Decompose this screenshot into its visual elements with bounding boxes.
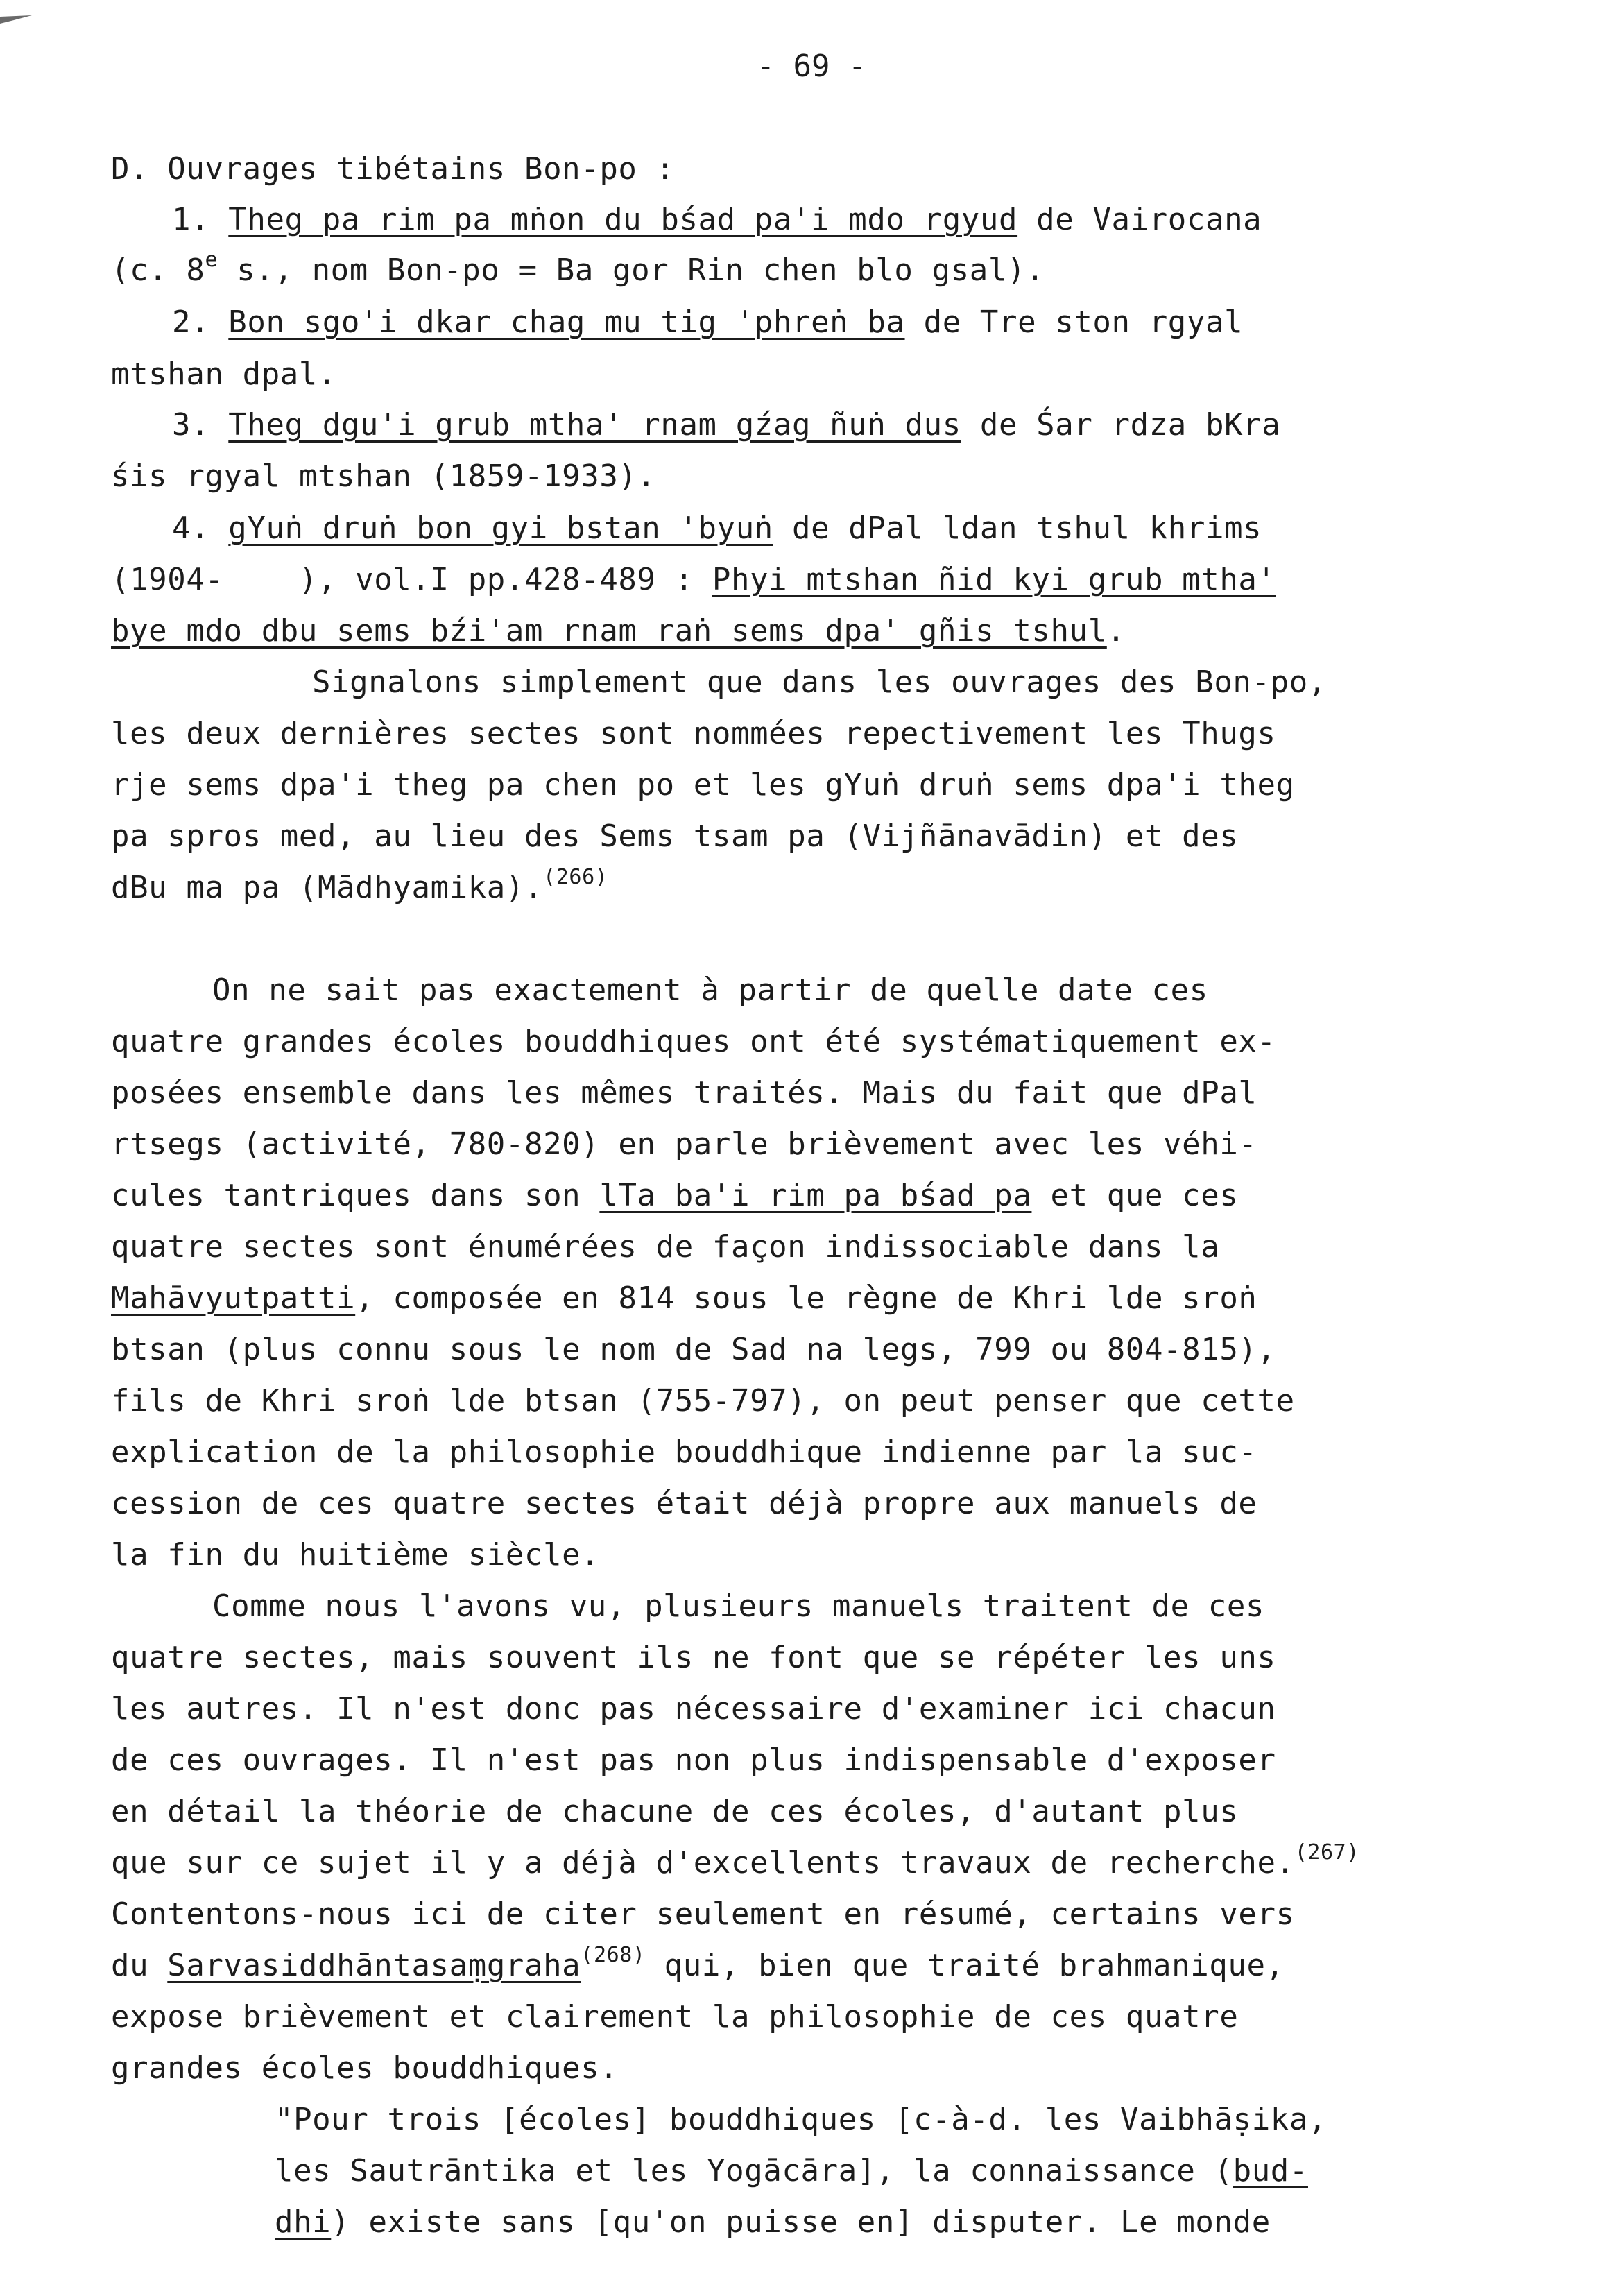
text-line (111, 865, 608, 905)
text-line (111, 1896, 1295, 1932)
underlined-title: Phyi mtshan ñid kyi grub mtha' (712, 562, 1276, 597)
text-segment: Comme nous l'avons vu, plusieurs manuels traitent de ces (212, 1588, 1265, 1624)
text-line (111, 1126, 1257, 1162)
text-line (111, 1434, 1257, 1470)
text-segment: dBu ma pa (Mādhyamika). (111, 870, 544, 905)
text-line (111, 248, 1045, 288)
text-line (111, 1178, 1239, 1213)
scan-corner-mark (0, 15, 32, 24)
text-segment: (c. 8 (111, 252, 205, 288)
text-segment: btsan (plus connu sous le nom de Sad na legs, 799 ou 804-815), (111, 1332, 1276, 1367)
text-segment: D. Ouvrages tibétains Bon-po : (111, 151, 675, 187)
text-segment: les deux dernières sectes sont nommées repectivement les Thugs (111, 716, 1276, 751)
text-line (275, 2204, 1271, 2240)
text-segment: les Sautrāntika et les Yogācāra], la connaissance ( (275, 2153, 1233, 2188)
underlined-title: dhi (275, 2204, 332, 2240)
text-segment: de Śar rdza bKra (961, 407, 1281, 443)
underlined-title: Theg pa rim pa mṅon du bśad pa'i mdo rgyud (228, 202, 1018, 237)
footnote-ref: (268) (581, 1943, 646, 1967)
text-line (111, 2050, 619, 2086)
text-segment: ) existe sans [qu'on puisse en] disputer. Le monde (331, 2204, 1271, 2240)
footnote-ref: (267) (1294, 1840, 1359, 1865)
text-segment: pa spros med, au lieu des Sems tsam pa (Vijñānavādin) et des (111, 819, 1239, 854)
text-segment: Contentons-nous ici de citer seulement en résumé, certains vers (111, 1896, 1295, 1932)
text-line (172, 307, 1243, 338)
text-segment: rje sems dpa'i theg pa chen po et les gYuṅ druṅ sems dpa'i theg (111, 767, 1295, 803)
text-segment: (1904- ), vol.I pp.428-489 : (111, 562, 712, 597)
text-line (111, 821, 1238, 852)
text-line (111, 1794, 1239, 1829)
text-line (111, 461, 656, 492)
text-segment: cules tantriques dans son (111, 1178, 600, 1213)
text-segment: qui, bien que traité brahmanique, (645, 1948, 1285, 1983)
text-segment: en détail la théorie de chacune de ces écoles, d'autant plus (111, 1794, 1239, 1829)
text-segment: śis rgyal mtshan (1859-1933). (111, 459, 656, 494)
text-segment: expose brièvement et clairement la philosophie de ces quatre (111, 1999, 1239, 2034)
text-segment: de Vairocana (1017, 202, 1262, 237)
text-segment: et que ces (1031, 1178, 1239, 1213)
text-line (111, 1943, 1285, 1983)
text-line (111, 767, 1295, 803)
text-segment: quatre sectes, mais souvent ils ne font que se répéter les uns (111, 1640, 1276, 1675)
text-segment: 4. (172, 511, 229, 546)
text-segment: 1. (172, 202, 229, 237)
text-segment: mtshan dpal. (111, 357, 337, 392)
underlined-title: bud- (1233, 2153, 1308, 2188)
text-segment: de dPal ldan tshul khrims (773, 511, 1262, 546)
text-line (111, 1537, 600, 1573)
text-segment: explication de la philosophie bouddhique indienne par la suc- (111, 1434, 1257, 1470)
text-segment: fils de Khri sroṅ lde btsan (755-797), on peut penser que cette (111, 1383, 1295, 1419)
text-segment: , composée en 814 sous le règne de Khri lde sroṅ (355, 1280, 1257, 1316)
text-line (111, 716, 1276, 751)
text-line (111, 1742, 1276, 1778)
text-line (111, 1486, 1257, 1521)
footnote-ref: e (205, 248, 218, 272)
text-line (111, 1840, 1359, 1881)
text-segment: les autres. Il n'est donc pas nécessaire d'examiner ici chacun (111, 1691, 1276, 1727)
text-segment: posées ensemble dans les mêmes traités. Mais du fait que dPal (111, 1075, 1257, 1111)
text-segment: grandes écoles bouddhiques. (111, 2050, 619, 2086)
text-line (111, 1383, 1295, 1419)
page-number: - 69 - (756, 49, 867, 84)
text-line (212, 975, 1208, 1006)
text-line (312, 667, 1327, 698)
underlined-title: Mahāvyutpatti (111, 1280, 356, 1316)
text-line (111, 1999, 1239, 2034)
underlined-title: lTa ba'i rim pa bśad pa (599, 1178, 1032, 1213)
text-segment: "Pour trois [écoles] bouddhiques [c-à-d. les Vaibhāṣika, (275, 2102, 1328, 2137)
underlined-title: bye mdo dbu sems bźi'am rnam raṅ sems dpa' gñis tshul (111, 613, 1107, 649)
text-segment: . (1106, 613, 1126, 649)
text-segment: quatre sectes sont énumérées de façon indissociable dans la (111, 1229, 1220, 1265)
text-line (111, 1229, 1220, 1265)
text-line (111, 359, 336, 390)
text-segment: s., nom Bon-po = Ba gor Rin chen blo gsal). (218, 252, 1045, 288)
text-line (111, 1691, 1276, 1727)
underlined-title: gYuṅ druṅ bon gyi bstan 'byuṅ (228, 511, 773, 546)
text-segment: Signalons simplement que dans les ouvrages des Bon-po, (312, 665, 1327, 700)
text-segment: rtsegs (activité, 780-820) en parle brièvement avec les véhi- (111, 1126, 1257, 1162)
text-segment: que sur ce sujet il y a déjà d'excellents travaux de recherche. (111, 1845, 1295, 1881)
text-line (111, 1640, 1276, 1675)
text-line (111, 562, 1276, 597)
text-segment: 2. (172, 305, 229, 340)
text-line (172, 202, 1262, 237)
underlined-title: Theg dgu'i grub mtha' rnam gźag ñuṅ dus (228, 407, 961, 443)
text-segment: de ces ouvrages. Il n'est pas non plus indispensable d'exposer (111, 1742, 1276, 1778)
text-line (172, 407, 1281, 443)
text-segment: quatre grandes écoles bouddhiques ont été systématiquement ex- (111, 1024, 1276, 1059)
text-segment: cession de ces quatre sectes était déjà propre aux manuels de (111, 1486, 1257, 1521)
text-line (111, 1332, 1276, 1367)
text-line (111, 1075, 1257, 1111)
text-segment: On ne sait pas exactement à partir de quelle date ces (212, 973, 1208, 1008)
text-segment: la fin du huitième siècle. (111, 1537, 600, 1573)
text-line (111, 1024, 1276, 1059)
text-line (212, 1588, 1265, 1624)
text-line (111, 1280, 1257, 1316)
text-line (275, 2153, 1308, 2188)
text-segment: du (111, 1948, 168, 1983)
underlined-title: Sarvasiddhāntasaṃgraha (167, 1948, 581, 1983)
text-line (111, 151, 675, 187)
text-line (172, 513, 1262, 544)
text-segment: de Tre ston rgyal (904, 305, 1244, 340)
text-segment: 3. (172, 407, 229, 443)
text-line (275, 2102, 1328, 2137)
text-line (111, 613, 1126, 649)
footnote-ref: (266) (543, 865, 608, 889)
underlined-title: Bon sgo'i dkar chag mu tig 'phreṅ ba (228, 305, 905, 340)
